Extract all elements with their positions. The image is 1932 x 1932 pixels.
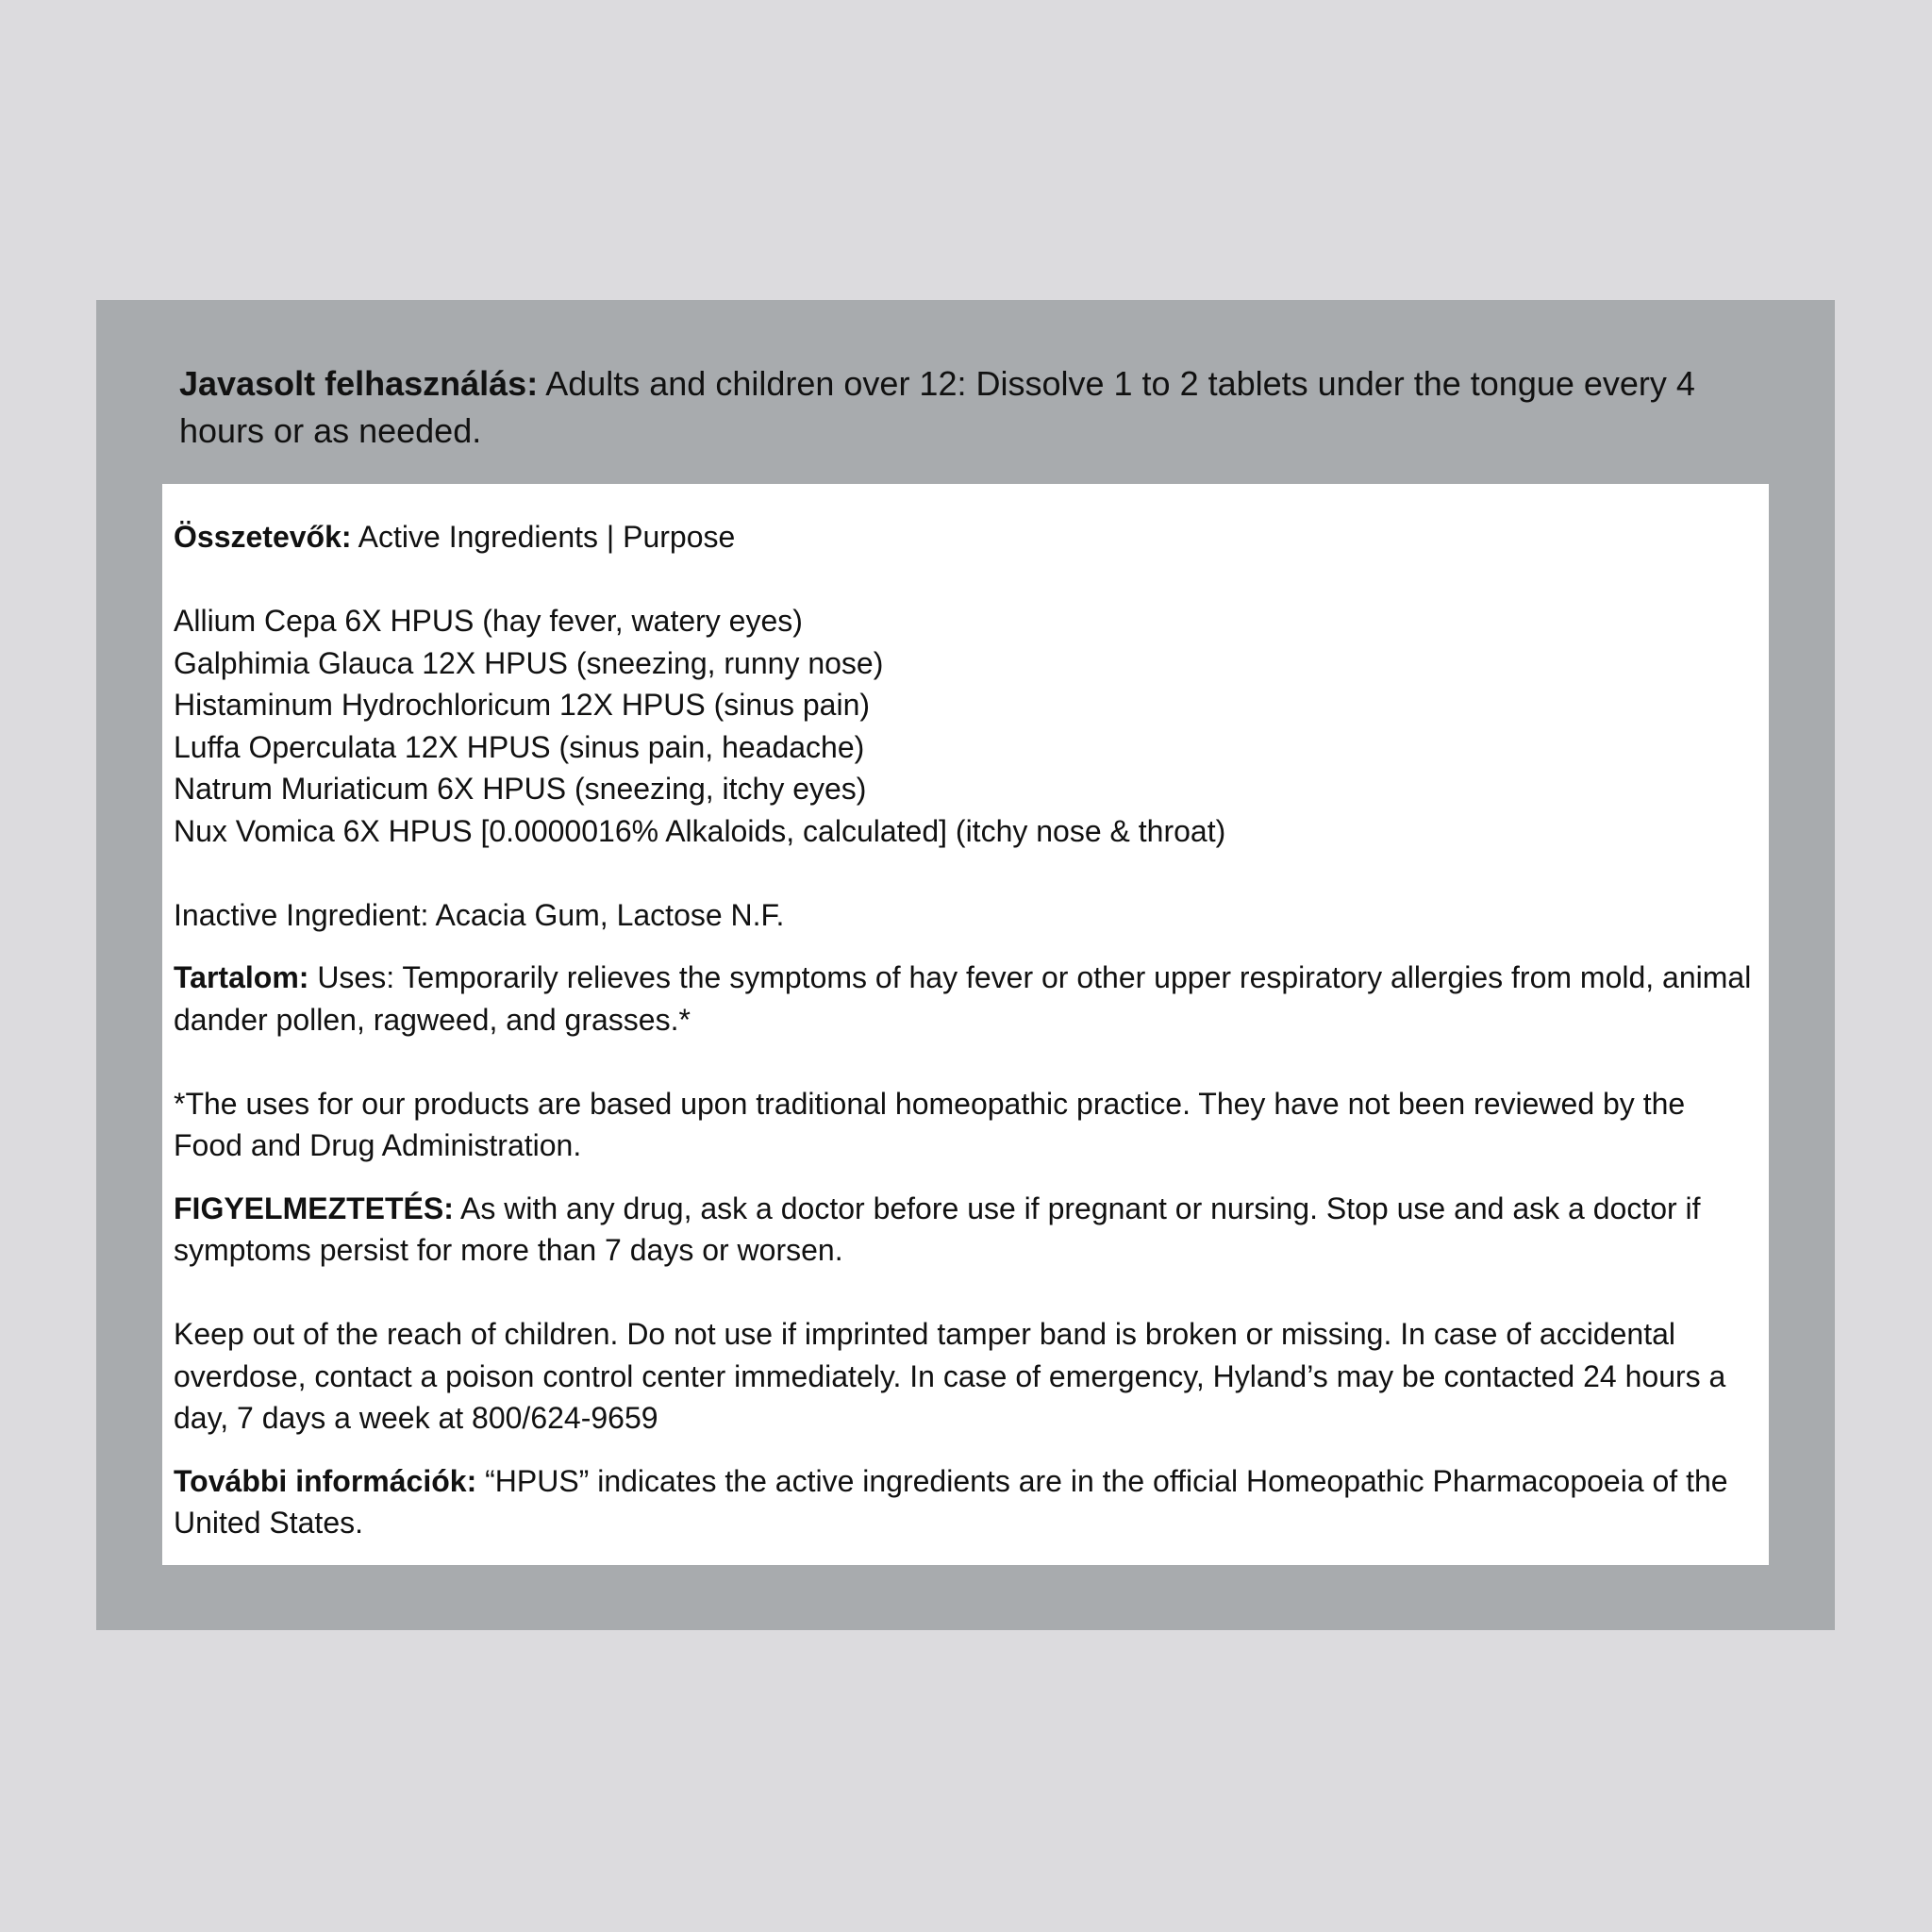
list-item: Luffa Operculata 12X HPUS (sinus pain, headache) — [174, 729, 865, 764]
ingredients-subtitle: Active Ingredients | Purpose — [351, 520, 736, 554]
fda-disclaimer: *The uses for our products are based upon traditional homeopathic practice. They have not been reviewed by the Food and Drug Administration. — [174, 1086, 1686, 1162]
list-item: Histaminum Hydrochloricum 12X HPUS (sinus pain) — [174, 688, 871, 722]
inactive-ingredients: Inactive Ingredient: Acacia Gum, Lactose N.F. — [174, 897, 785, 932]
warning-section — [174, 1188, 1758, 1272]
usage-label: Javasolt felhasználás: — [179, 364, 539, 403]
usage-section — [179, 360, 1783, 455]
list-item: Natrum Muriaticum 6X HPUS (sneezing, itchy eyes) — [174, 772, 867, 806]
ingredients-label: Összetevők: — [174, 520, 352, 554]
more-info-section — [174, 1460, 1758, 1544]
contents-text: Uses: Temporarily relieves the symptoms of hay fever or other upper respiratory allergies from mold, animal dander pollen, ragweed, and grasses.* — [174, 960, 1752, 1037]
list-item: Nux Vomica 6X HPUS [0.0000016% Alkaloids, calculated] (itchy nose & throat) — [174, 813, 1226, 848]
warning-text: As with any drug, ask a doctor before use if pregnant or nursing. Stop use and ask a doctor if symptoms persist for more than 7 days or worsen. — [174, 1191, 1701, 1267]
more-info-text: “HPUS” indicates the active ingredients are in the official Homeopathic Pharmacopoeia of the United States. — [174, 1463, 1728, 1540]
keep-out-notice: Keep out of the reach of children. Do not use if imprinted tamper band is broken or missing. In case of accidental overdose, contact a poison control center immediately. In case of emergency, Hyland’s may be contacted 24 hours a day, 7 days a week at 800/624-9659 — [174, 1317, 1726, 1435]
info-card — [162, 484, 1769, 1565]
label-panel — [96, 300, 1835, 1630]
ingredients-heading — [174, 516, 1758, 558]
active-ingredients-list — [174, 600, 1758, 852]
contents-label: Tartalom: — [174, 960, 309, 994]
warning-label: FIGYELMEZTETÉS: — [174, 1191, 454, 1225]
info-content — [174, 516, 1758, 1544]
usage-text: Adults and children over 12: Dissolve 1 to 2 tablets under the tongue every 4 hours or as needed. — [179, 364, 1695, 450]
contents-section — [174, 957, 1758, 1041]
list-item: Galphimia Glauca 12X HPUS (sneezing, runny nose) — [174, 645, 884, 680]
more-info-label: További információk: — [174, 1463, 477, 1498]
list-item: Allium Cepa 6X HPUS (hay fever, watery eyes) — [174, 604, 803, 638]
